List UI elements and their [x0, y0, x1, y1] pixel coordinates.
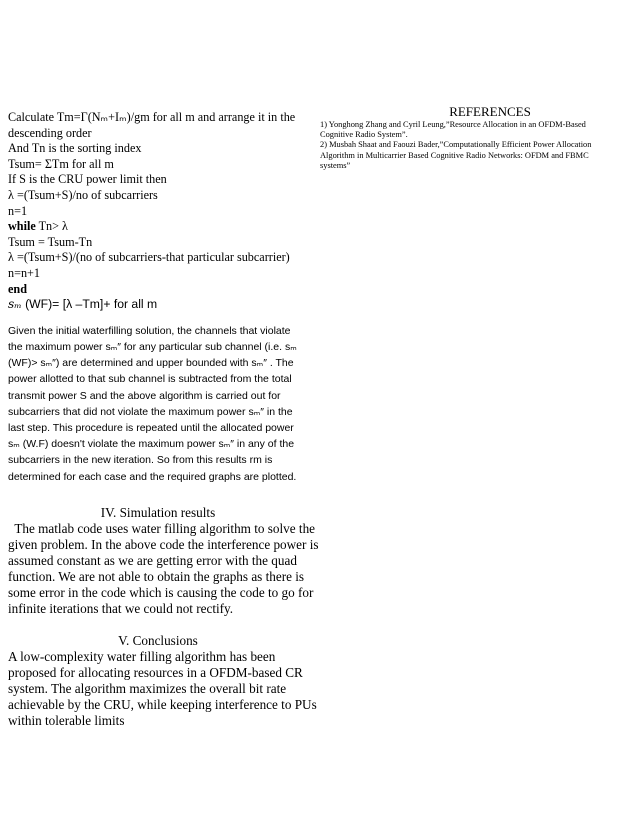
paragraph-line: determined for each case and the required graphs are plotted.: [8, 470, 297, 483]
reference-line: 1) Yonghong Zhang and Cyril Leung,”Resource Allocation in an OFDM-Based: [320, 120, 586, 129]
algorithm-line: descending order: [8, 125, 92, 140]
simulation-body: [8, 520, 319, 617]
algorithm-line: n=1: [8, 203, 28, 218]
body-line: assumed constant as we are getting error with the quad: [8, 552, 297, 568]
algorithm-line: Tsum= ΣTm for all m: [8, 156, 114, 171]
body-line: function. We are not able to obtain the graphs as there is: [8, 568, 305, 584]
algorithm-line-while: [8, 219, 308, 235]
waterfilling-paragraph: [8, 323, 308, 485]
body-line: proposed for allocating resources in a OFDM-based CR: [8, 664, 303, 680]
paragraph-line: sₘ (W.F) doesn't violate the maximum power sₘ″ in any of the: [8, 438, 295, 451]
references-heading: REFERENCES: [449, 104, 531, 119]
paragraph-line: (WF)> sₘ″) are determined and upper bounded with sₘ″ . The: [8, 357, 294, 370]
body-line: given problem. In the above code the interference power is: [8, 536, 319, 552]
algorithm-line: Tsum = Tsum-Tn: [8, 234, 93, 249]
references-list: [320, 120, 620, 171]
algorithm-block: [8, 110, 308, 313]
paragraph-line: subcarriers that did not violate the maximum power sₘ″ in the: [8, 405, 293, 418]
body-line: The matlab code uses water filling algorithm to solve the: [8, 520, 316, 536]
reference-line: Cognitive Radio System”.: [320, 130, 408, 140]
paragraph-line: the maximum power sₘ″ for any particular sub channel (i.e. sₘ: [8, 340, 297, 353]
algorithm-line: n=n+1: [8, 265, 41, 280]
section-heading-simulation: IV. Simulation results: [100, 504, 216, 520]
right-column: [320, 104, 620, 171]
body-line: some error in the code which is causing the code to go for: [8, 584, 314, 600]
algorithm-line: And Tn is the sorting index: [8, 141, 142, 156]
keyword-while: while: [8, 219, 36, 234]
reference-line: Algorithm in Multicarrier Based Cognitive Radio Networks: OFDM and FBMC: [320, 150, 589, 160]
paragraph-line: power allotted to that sub channel is subtracted from the total: [8, 373, 292, 386]
conclusions-body: [8, 648, 317, 729]
result-expression: (WF)= [λ –Tm]+ for all m: [21, 297, 158, 312]
body-line: within tolerable limits: [8, 712, 125, 728]
keyword-end: end: [8, 281, 27, 296]
section-heading-conclusions: V. Conclusions: [118, 632, 198, 648]
paragraph-line: transmit power S and the above algorithm is carried out for: [8, 389, 281, 402]
algorithm-line: If S is the CRU power limit then: [8, 172, 167, 187]
body-line: achievable by the CRU, while keeping interference to PUs: [8, 696, 317, 712]
paragraph-line: subcarriers in the new iteration. So from this results rm is: [8, 454, 273, 467]
algorithm-line: λ =(Tsum+S)/(no of subcarriers-that particular subcarrier): [8, 250, 290, 265]
symbol-sm: sₘ: [8, 297, 22, 312]
body-line: infinite iterations that we could not rectify.: [8, 600, 234, 616]
while-condition: Tn> λ: [35, 219, 68, 234]
reference-line: systems”: [320, 160, 351, 170]
left-column: [8, 110, 319, 729]
paragraph-line: Given the initial waterfilling solution, the channels that violate: [8, 324, 291, 337]
algorithm-line-result: [8, 297, 308, 313]
body-line: system. The algorithm maximizes the overall bit rate: [8, 680, 287, 696]
paragraph-line: last step. This procedure is repeated until the allocated power: [8, 421, 294, 434]
body-line: A low-complexity water filling algorithm has been: [8, 648, 276, 664]
algorithm-line: λ =(Tsum+S)/no of subcarriers: [8, 187, 158, 202]
reference-line: 2) Musbah Shaat and Faouzi Bader,”Computationally Efficient Power Allocation: [320, 140, 592, 150]
algorithm-line: Calculate Tm=Γ(Nₘ+Iₘ)/gm for all m and arrange it in the: [8, 110, 296, 124]
